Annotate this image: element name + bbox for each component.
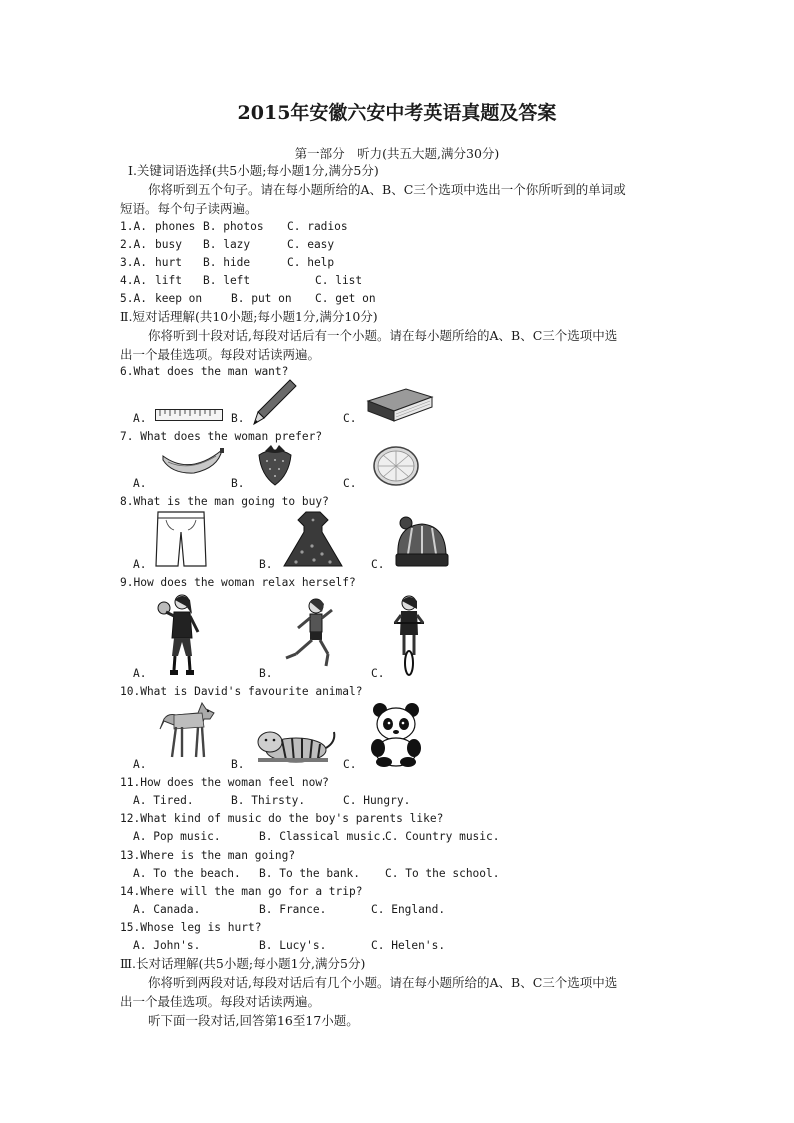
choice-b-label: B.: [231, 758, 245, 771]
option-b: B. photos: [203, 220, 264, 233]
option-c: C. Hungry.: [343, 794, 411, 807]
orange-image: [372, 445, 420, 487]
option-b: B. France.: [259, 903, 327, 916]
choice-b-label: B.: [259, 667, 273, 680]
option-a: A. Pop music.: [133, 830, 221, 843]
question-8: 8.What is the man going to buy?: [120, 495, 329, 508]
choice-a-label: A.: [133, 412, 147, 425]
section3-instruction-line2: 出一个最佳选项。每段对话读两遍。: [120, 994, 321, 1009]
choice-b-label: B.: [259, 558, 273, 571]
girl-cycling-image: [390, 593, 428, 677]
option-c: C. England.: [371, 903, 446, 916]
option-a: A. Tired.: [133, 794, 194, 807]
section3-instruction-line3: 听下面一段对话,回答第16至17小题。: [148, 1013, 359, 1028]
banana-image: [160, 446, 226, 476]
option-b: B. To the bank.: [259, 867, 361, 880]
option-c: C. Helen's.: [371, 939, 446, 952]
question-7: 7. What does the woman prefer?: [120, 430, 323, 443]
option-c: C. get on: [315, 292, 376, 305]
option-b: B. Classical music.: [259, 830, 387, 843]
item-number: 4.A.: [120, 274, 147, 287]
item-number: 2.A.: [120, 238, 147, 251]
pencil-image: [252, 378, 297, 426]
hat-image: [392, 516, 450, 568]
item-number: 1.A.: [120, 220, 147, 233]
choice-a-label: A.: [133, 667, 147, 680]
section1-instruction-line1: 你将听到五个句子。请在每小题所给的A、B、C三个选项中选出一个你所听到的单词或: [148, 182, 626, 197]
option-b: B. Thirsty.: [231, 794, 306, 807]
option-b: B. hide: [203, 256, 251, 269]
panda-image: [368, 702, 424, 768]
section2-instruction-line1: 你将听到十段对话,每段对话后有一个小题。请在每小题所给的A、B、C三个选项中选: [148, 328, 618, 343]
choice-c-label: C.: [343, 758, 357, 771]
option-b: B. lazy: [203, 238, 251, 251]
question-13: 13.Where is the man going?: [120, 849, 296, 862]
section1-instruction-line2: 短语。每个句子读两遍。: [120, 201, 258, 216]
page-title: 2015年安徽六安中考英语真题及答案: [237, 102, 557, 124]
option-c: C. easy: [287, 238, 335, 251]
option-c: C. Country music.: [385, 830, 500, 843]
strawberry-image: [255, 443, 295, 487]
option-a: A. John's.: [133, 939, 201, 952]
choice-a-label: A.: [133, 477, 147, 490]
option-a: lift: [155, 274, 182, 287]
item-number: 5.A.: [120, 292, 147, 305]
option-a: hurt: [155, 256, 182, 269]
part-heading: 第一部分 听力(共五大题,满分30分): [294, 146, 500, 161]
choice-b-label: B.: [231, 412, 245, 425]
girl-volleyball-image: [156, 592, 206, 678]
question-11: 11.How does the woman feel now?: [120, 776, 329, 789]
option-a: A. To the beach.: [133, 867, 241, 880]
question-14: 14.Where will the man go for a trip?: [120, 885, 363, 898]
choice-b-label: B.: [231, 477, 245, 490]
option-b: B. Lucy's.: [259, 939, 327, 952]
option-a: keep on: [155, 292, 203, 305]
section1-heading: Ⅰ.关键词语选择(共5小题;每小题1分,满分5分): [128, 163, 379, 178]
item-number: 3.A.: [120, 256, 147, 269]
option-c: C. help: [287, 256, 335, 269]
option-b: B. put on: [231, 292, 292, 305]
shorts-image: [154, 510, 208, 568]
option-b: B. left: [203, 274, 251, 287]
question-12: 12.What kind of music do the boy's parents like?: [120, 812, 444, 825]
section2-heading: Ⅱ.短对话理解(共10小题;每小题1分,满分10分): [120, 309, 378, 324]
choice-a-label: A.: [133, 758, 147, 771]
ruler-image: [155, 409, 223, 421]
question-6: 6.What does the man want?: [120, 365, 289, 378]
option-a: busy: [155, 238, 182, 251]
question-10: 10.What is David's favourite animal?: [120, 685, 363, 698]
section3-instruction-line1: 你将听到两段对话,每段对话后有几个小题。请在每小题所给的A、B、C三个选项中选: [148, 975, 618, 990]
book-image: [366, 383, 434, 423]
choice-c-label: C.: [371, 667, 385, 680]
choice-c-label: C.: [343, 477, 357, 490]
wolf-image: [158, 699, 220, 763]
question-15: 15.Whose leg is hurt?: [120, 921, 262, 934]
question-9: 9.How does the woman relax herself?: [120, 576, 356, 589]
girl-running-image: [282, 598, 342, 668]
tiger-image: [252, 722, 338, 766]
dress-image: [282, 510, 344, 568]
section2-instruction-line2: 出一个最佳选项。每段对话读两遍。: [120, 347, 321, 362]
section3-heading: Ⅲ.长对话理解(共5小题;每小题1分,满分5分): [120, 956, 366, 971]
option-a: A. Canada.: [133, 903, 201, 916]
choice-c-label: C.: [343, 412, 357, 425]
option-c: C. list: [315, 274, 363, 287]
option-a: phones: [155, 220, 196, 233]
option-c: C. To the school.: [385, 867, 500, 880]
option-c: C. radios: [287, 220, 348, 233]
choice-c-label: C.: [371, 558, 385, 571]
choice-a-label: A.: [133, 558, 147, 571]
